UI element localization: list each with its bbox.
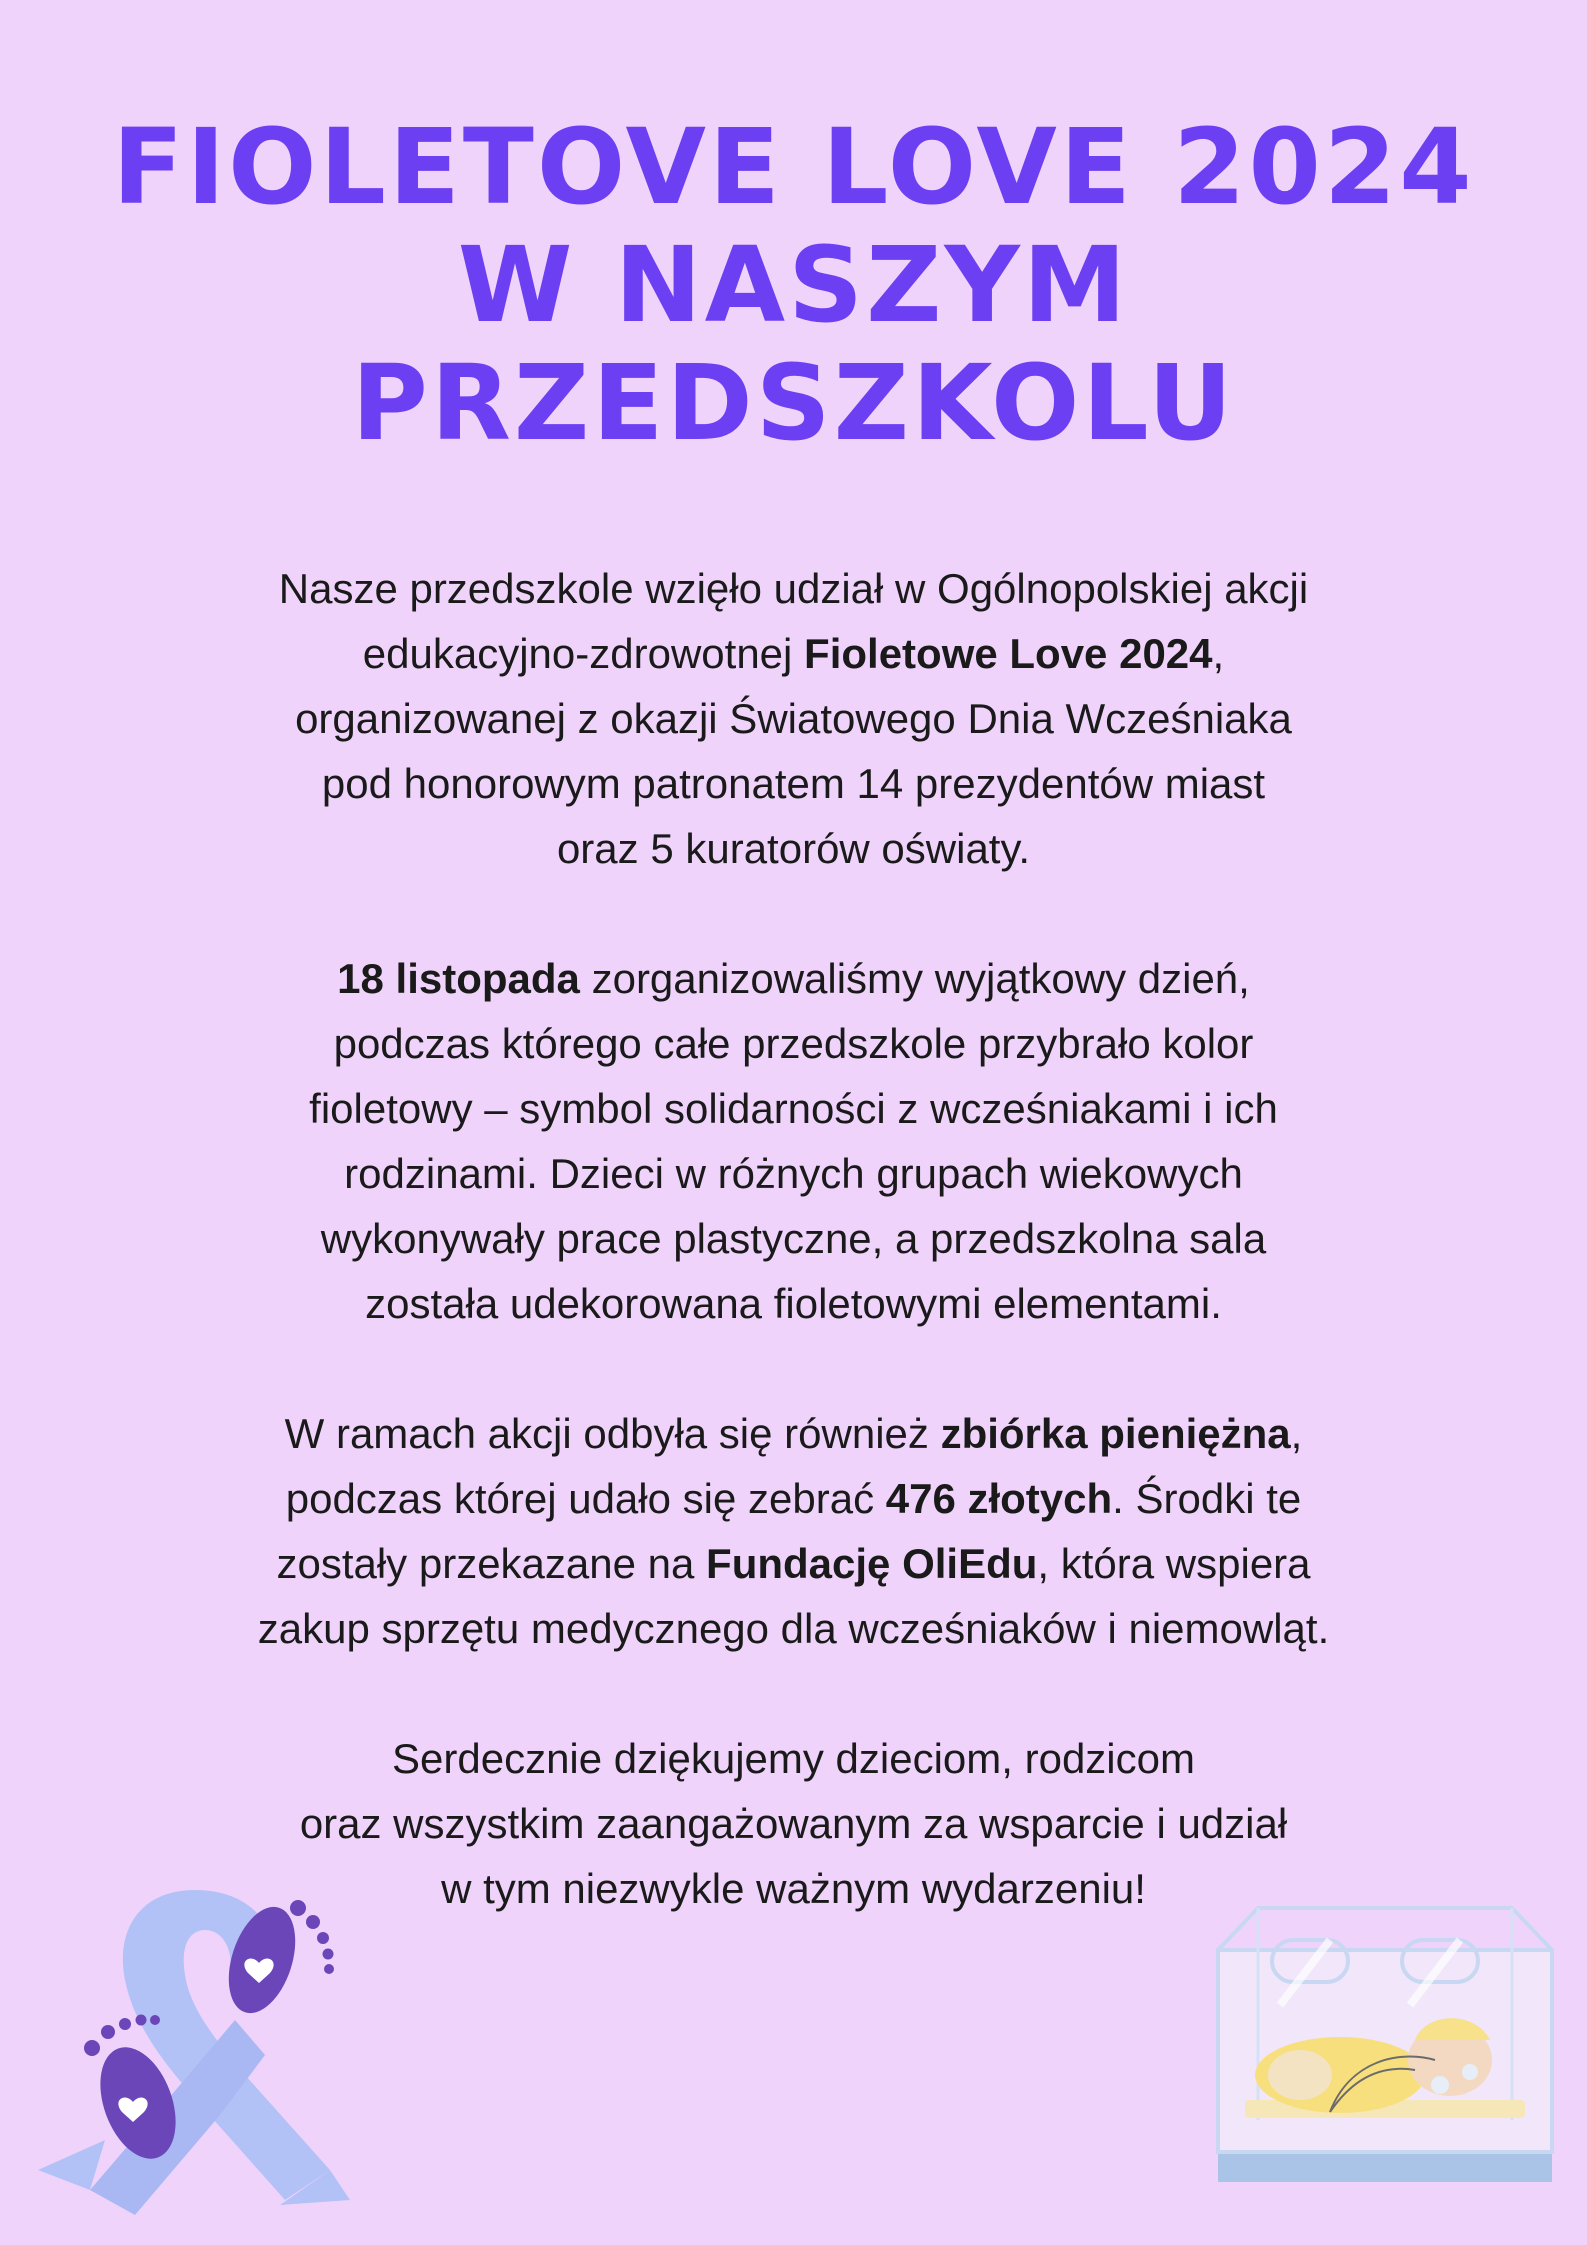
text-line: wykonywały prace plastyczne, a przedszkolna sala bbox=[320, 1215, 1267, 1262]
text-line: oraz 5 kuratorów oświaty. bbox=[556, 825, 1031, 872]
text-line: fioletowy – symbol solidarności z wcześniakami i ich bbox=[309, 1085, 1278, 1132]
text-line: rodzinami. Dzieci w różnych grupach wiekowych bbox=[344, 1150, 1243, 1197]
text-span: podczas której udało się zebrać bbox=[285, 1475, 886, 1522]
action-name: Fioletowe Love 2024 bbox=[804, 630, 1213, 677]
article-body bbox=[150, 556, 1437, 1921]
text-line: Nasze przedszkole wzięło udział w Ogólnopolskiej akcji bbox=[278, 565, 1309, 612]
title-line-1: FIOLETOVE LOVE 2024 bbox=[112, 106, 1475, 228]
text-span: zorganizowaliśmy wyjątkowy dzień, bbox=[579, 955, 1250, 1002]
text-line: została udekorowana fioletowymi elementami. bbox=[365, 1280, 1222, 1327]
text-span: . Środki te bbox=[1112, 1475, 1302, 1522]
foundation-name: Fundację OliEdu bbox=[706, 1540, 1038, 1587]
text-line: organizowanej z okazji Światowego Dnia Wcześniaka bbox=[295, 695, 1292, 742]
amount-raised: 476 złotych bbox=[885, 1475, 1113, 1522]
text-line bbox=[150, 1401, 1437, 1466]
text-line bbox=[150, 621, 1437, 686]
ribbon-shape bbox=[38, 1890, 350, 2215]
page-title bbox=[0, 108, 1587, 462]
paragraph-event bbox=[150, 946, 1437, 1336]
awareness-ribbon-icon bbox=[30, 1870, 360, 2220]
text-line: oraz wszystkim zaangażowanym za wsparcie i udział bbox=[299, 1800, 1288, 1847]
text-line bbox=[150, 1531, 1437, 1596]
title-line-2: W NASZYM PRZEDSZKOLU bbox=[351, 224, 1236, 464]
text-line: Serdecznie dziękujemy dzieciom, rodzicom bbox=[392, 1735, 1195, 1782]
paragraph-fundraiser bbox=[150, 1401, 1437, 1661]
text-span: zostały przekazane na bbox=[276, 1540, 707, 1587]
text-line: podczas którego całe przedszkole przybrało kolor bbox=[333, 1020, 1254, 1067]
paragraph-intro bbox=[150, 556, 1437, 881]
event-date: 18 listopada bbox=[337, 955, 580, 1002]
text-line: w tym niezwykle ważnym wydarzeniu! bbox=[441, 1865, 1146, 1912]
text-line: zakup sprzętu medycznego dla wcześniaków i niemowląt. bbox=[257, 1605, 1330, 1652]
text-line bbox=[150, 1466, 1437, 1531]
text-span: , bbox=[1212, 630, 1225, 677]
text-line bbox=[150, 946, 1437, 1011]
fundraiser-label: zbiórka pieniężna bbox=[940, 1410, 1291, 1457]
text-line: pod honorowym patronatem 14 prezydentów miast bbox=[321, 760, 1266, 807]
text-span: , bbox=[1290, 1410, 1303, 1457]
text-span: edukacyjno-zdrowotnej bbox=[362, 630, 805, 677]
text-span: W ramach akcji odbyła się również bbox=[284, 1410, 941, 1457]
text-span: , która wspiera bbox=[1037, 1540, 1311, 1587]
baby-incubator-icon bbox=[1210, 1900, 1560, 2185]
